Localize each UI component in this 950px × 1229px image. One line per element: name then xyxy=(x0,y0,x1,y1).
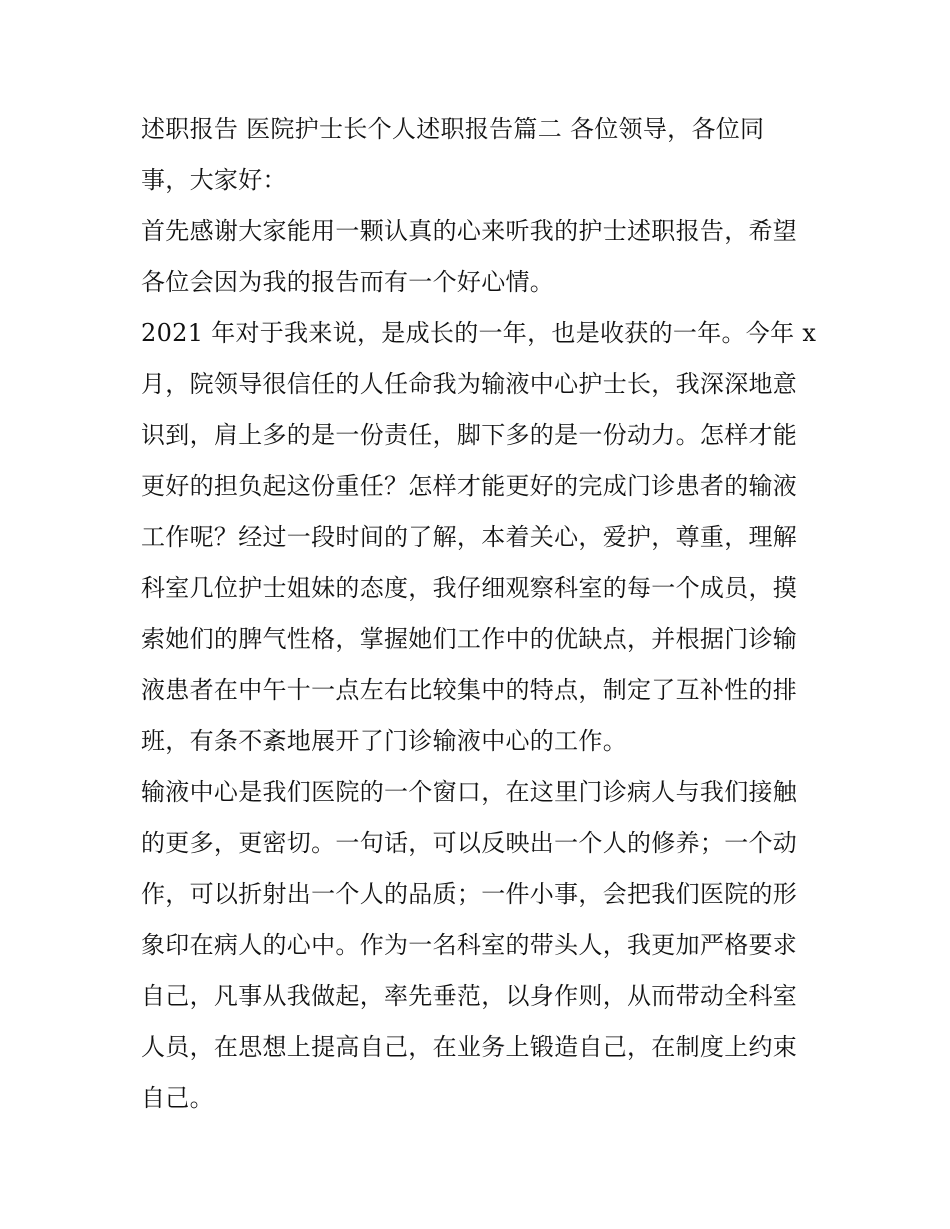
text-line: 作，可以折射出一个人的品质；一件小事，会把我们医院的形 xyxy=(141,880,798,908)
text-line: 事，大家好： xyxy=(141,166,287,194)
text-line: 班，有条不紊地展开了门诊输液中心的工作。 xyxy=(141,727,627,755)
text-line: 述职报告 医院护士长个人述职报告篇二 各位领导，各位同 xyxy=(141,115,765,143)
text-line: 的更多，更密切。一句话，可以反映出一个人的修养；一个动 xyxy=(141,829,798,857)
text-line: 液患者在中午十一点左右比较集中的特点，制定了互补性的排 xyxy=(141,676,798,704)
text-line: 自己。 xyxy=(141,1084,214,1112)
document-body xyxy=(141,104,817,1124)
paragraph-2 xyxy=(141,206,813,308)
text-line: 首先感谢大家能用一颗认真的心来听我的护士述职报告，希望 xyxy=(141,217,798,245)
text-line: 更好的担负起这份重任？怎样才能更好的完成门诊患者的输液 xyxy=(141,472,798,500)
text-line: 输液中心是我们医院的一个窗口，在这里门诊病人与我们接触 xyxy=(141,778,798,806)
paragraph-3 xyxy=(141,308,817,767)
text-line: 人员，在思想上提高自己，在业务上锻造自己，在制度上约束 xyxy=(141,1033,798,1061)
text-line: 工作呢？经过一段时间的了解，本着关心，爱护，尊重，理解 xyxy=(141,523,798,551)
text-line: 各位会因为我的报告而有一个好心情。 xyxy=(141,268,555,296)
text-line: 索她们的脾气性格，掌握她们工作中的优缺点，并根据门诊输 xyxy=(141,625,798,653)
text-line: 象印在病人的心中。作为一名科室的带头人，我更加严格要求 xyxy=(141,931,798,959)
text-line: 月，院领导很信任的人任命我为输液中心护士长，我深深地意 xyxy=(141,370,798,398)
text-line: 科室几位护士姐妹的态度，我仔细观察科室的每一个成员，摸 xyxy=(141,574,798,602)
paragraph-1 xyxy=(141,104,813,206)
text-line: 自己，凡事从我做起，率先垂范，以身作则，从而带动全科室 xyxy=(141,982,798,1010)
text-line: 2021 年对于我来说，是成长的一年，也是收获的一年。今年 x xyxy=(141,319,817,347)
paragraph-4 xyxy=(141,767,813,1124)
text-line: 识到，肩上多的是一份责任，脚下多的是一份动力。怎样才能 xyxy=(141,421,798,449)
